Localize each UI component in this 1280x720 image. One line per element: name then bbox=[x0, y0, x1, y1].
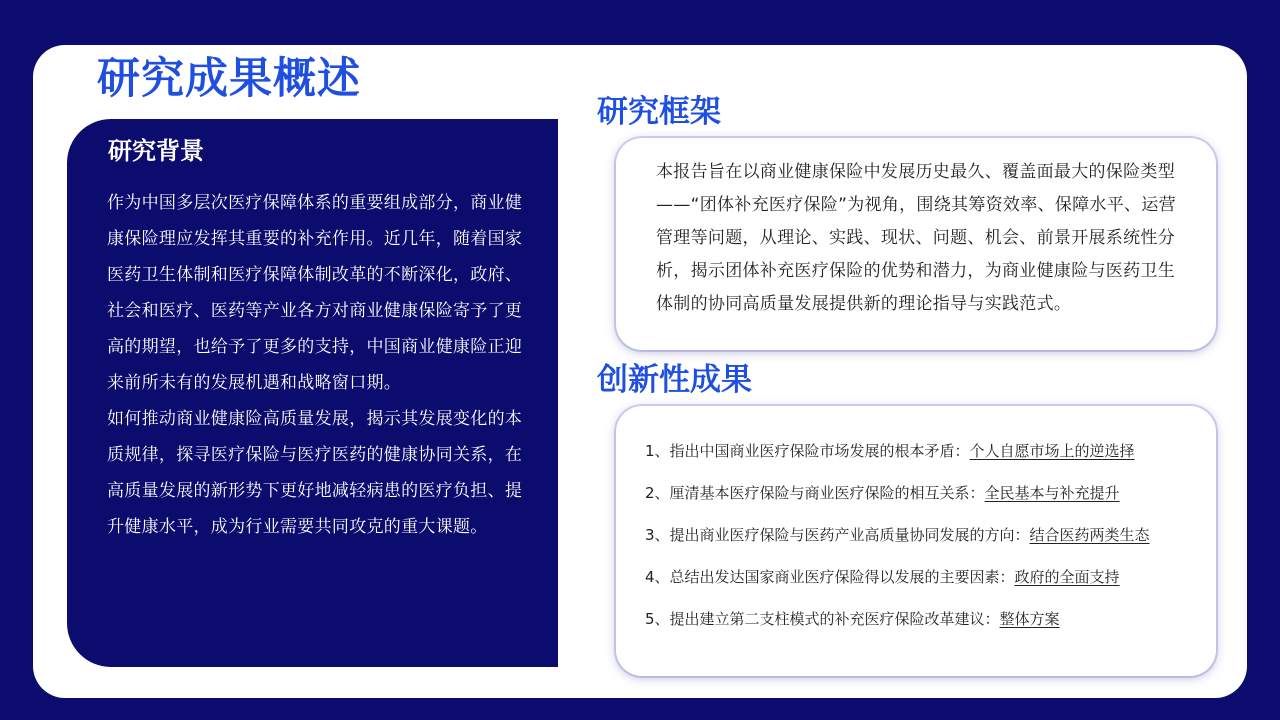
result-item-label: 5、提出建立第二支柱模式的补充医疗保险改革建议： bbox=[645, 610, 1000, 628]
result-item-highlight: 全民基本与补充提升 bbox=[984, 484, 1120, 502]
research-framework-box bbox=[616, 138, 1216, 350]
research-background-body bbox=[107, 185, 537, 545]
result-item-highlight: 整体方案 bbox=[999, 610, 1060, 628]
background-paragraph: 如何推动商业健康险高质量发展，揭示其发展变化的本质规律，探寻医疗保险与医疗医药的健康协同关系，在高质量发展的新形势下更好地减轻病患的医疗负担、提升健康水平，成为行业需要共同攻克的重大课题。 bbox=[107, 409, 523, 537]
background-paragraph: 作为中国多层次医疗保障体系的重要组成部分，商业健康保险理应发挥其重要的补充作用。近几年，随着国家医药卫生体制和医疗保障体制改革的不断深化，政府、社会和医疗、医药等产业各方对商业健康保险寄予了更高的期望，也给予了更多的支持，中国商业健康险正迎来前所未有的发展机遇和战略窗口期。 bbox=[107, 193, 523, 393]
innovation-results-heading: 创新性成果 bbox=[597, 362, 752, 398]
research-background-panel bbox=[67, 119, 558, 667]
result-item-highlight: 个人自愿市场上的逆选择 bbox=[969, 442, 1135, 460]
result-item-label: 2、厘清基本医疗保险与商业医疗保险的相互关系： bbox=[645, 484, 985, 502]
innovation-results-list bbox=[645, 430, 1205, 640]
innovation-results-box bbox=[616, 406, 1216, 676]
result-item bbox=[645, 556, 1205, 598]
research-framework-text: 本报告旨在以商业健康保险中发展历史最久、覆盖面最大的保险类型——“团体补充医疗保险”为视角，围绕其筹资效率、保障水平、运营管理等问题，从理论、实践、现状、问题、机会、前景开展系统性分析，揭示团体补充医疗保险的优势和潜力，为商业健康险与医药卫生体制的协同高质量发展提供新的理论指导与实践范式。 bbox=[656, 162, 1176, 314]
research-background-heading: 研究背景 bbox=[108, 137, 204, 165]
result-item-highlight: 结合医药两类生态 bbox=[1029, 526, 1150, 544]
result-item bbox=[645, 598, 1205, 640]
result-item bbox=[645, 514, 1205, 556]
result-item-label: 1、指出中国商业医疗保险市场发展的根本矛盾： bbox=[645, 442, 970, 460]
result-item-label: 3、提出商业医疗保险与医药产业高质量协同发展的方向： bbox=[645, 526, 1030, 544]
page-title: 研究成果概述 bbox=[97, 54, 361, 104]
result-item bbox=[645, 472, 1205, 514]
result-item-highlight: 政府的全面支持 bbox=[1014, 568, 1120, 586]
research-framework-heading: 研究框架 bbox=[597, 94, 721, 130]
result-item bbox=[645, 430, 1205, 472]
result-item-label: 4、总结出发达国家商业医疗保险得以发展的主要因素： bbox=[645, 568, 1015, 586]
